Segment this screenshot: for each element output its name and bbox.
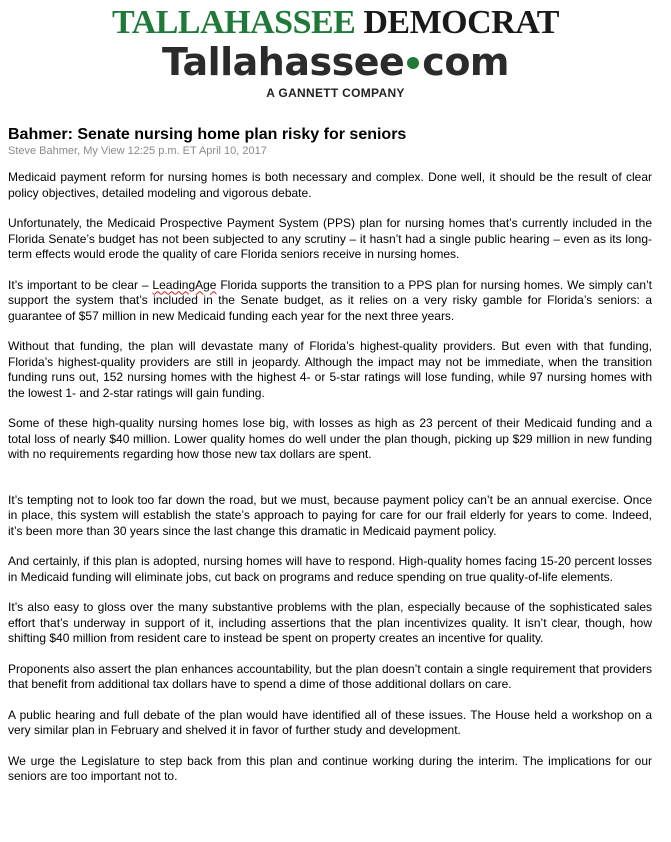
paragraph-10: A public hearing and full debate of the plan would have identified all of these issues. The House held a workshop on a very similar plan in February and shelved it in favor of further study and development.: [8, 707, 652, 737]
paragraph-3-end: Florida supports the transition to a PPS plan for nursing homes. We simply can’t support the system that’s included in the Senate budget, as it relies on a very risky gamble for Florida’s seniors: a guarantee of $57 million in new Medicaid funding each year for the next three years.: [8, 277, 653, 323]
paragraph-5: Some of these high-quality nursing homes lose big, with losses as high as 23 percent of their Medicaid funding and a total loss of nearly $40 million. Lower quality homes do well under the plan though, picking up $29 million in new funding with no requirements regarding how those new tax dollars are spent.: [8, 416, 652, 461]
paragraph-11: We urge the Legislature to step back from this plan and continue working during the interim. The implications for our seniors are too important not to.: [8, 753, 652, 783]
article-byline: Steve Bahmer, My View 12:25 p.m. ET April 10, 2017: [8, 145, 267, 157]
masthead-word-democrat: DEMOCRAT: [363, 4, 559, 41]
article-body: [8, 170, 652, 800]
masthead-logo: [0, 0, 671, 112]
paragraph-7: And certainly, if this plan is adopted, nursing homes will have to respond. High-quality homes facing 15-20 percent losses in Medicaid funding will eliminate jobs, cut back on programs and reduce spending on true quality-of-life elements.: [8, 554, 652, 584]
paragraph-6: It’s tempting not to look too far down the road, but we must, because payment policy can’t be an annual exercise. Once in place, this system will establish the state’s approach to paying for care for our frail elderly for years to come. Indeed, it’s been more than 30 years since the last change this dramatic in Medicaid payment policy.: [8, 492, 652, 538]
paragraph-8: It’s also easy to gloss over the many substantive problems with the plan, especially because of the sophisticated sales effort that’s underway in support of it, including assertions that the plan incentivizes quality. It isn’t clear, though, how shifting $40 million from resident care to instead be spent on property creates an incentive for quality.: [8, 600, 652, 645]
masthead-title: [0, 4, 671, 42]
paragraph-4: Without that funding, the plan will devastate many of Florida’s highest-quality providers. But even with that funding, Florida’s highest-quality providers are still in jeopardy. Although the impact may not be immediate, when the transition funding runs out, 152 nursing homes with the highest 4- or 5-star ratings will lose funding, while 97 nursing homes with the lowest 1- and 2-star ratings will gain funding.: [8, 339, 652, 400]
paragraph-3-start: It’s important to be clear –: [8, 277, 153, 292]
paragraph-2: Unfortunately, the Medicaid Prospective Payment System (PPS) plan for nursing homes that’s currently included in the Florida Senate’s budget has not been subjected to any scrutiny – it hasn’t had a single public hearing – even as its long-term effects would erode the quality of care Florida seniors receive in nursing homes.: [8, 216, 652, 261]
masthead-domain-right: com: [422, 40, 510, 84]
article-headline: Bahmer: Senate nursing home plan risky for seniors: [8, 126, 407, 143]
masthead-domain: [0, 40, 671, 84]
paragraph-3: [8, 278, 652, 325]
masthead-word-tallahassee: TALLAHASSEE: [112, 4, 356, 41]
paragraph-1: Medicaid payment reform for nursing homes is both necessary and complex. Done well, it should be the result of clear policy objectives, detailed modeling and vigorous debate.: [8, 170, 652, 200]
masthead-tagline: A GANNETT COMPANY: [266, 86, 405, 100]
green-dot-icon: [407, 57, 419, 69]
masthead-domain-left: Tallahassee: [161, 40, 405, 84]
paragraph-9: Proponents also assert the plan enhances accountability, but the plan doesn’t contain a single requirement that providers that benefit from additional tax dollars have to spend a dime of those additional dollars on care.: [8, 661, 652, 691]
leadingage-term: LeadingAge: [152, 277, 217, 292]
